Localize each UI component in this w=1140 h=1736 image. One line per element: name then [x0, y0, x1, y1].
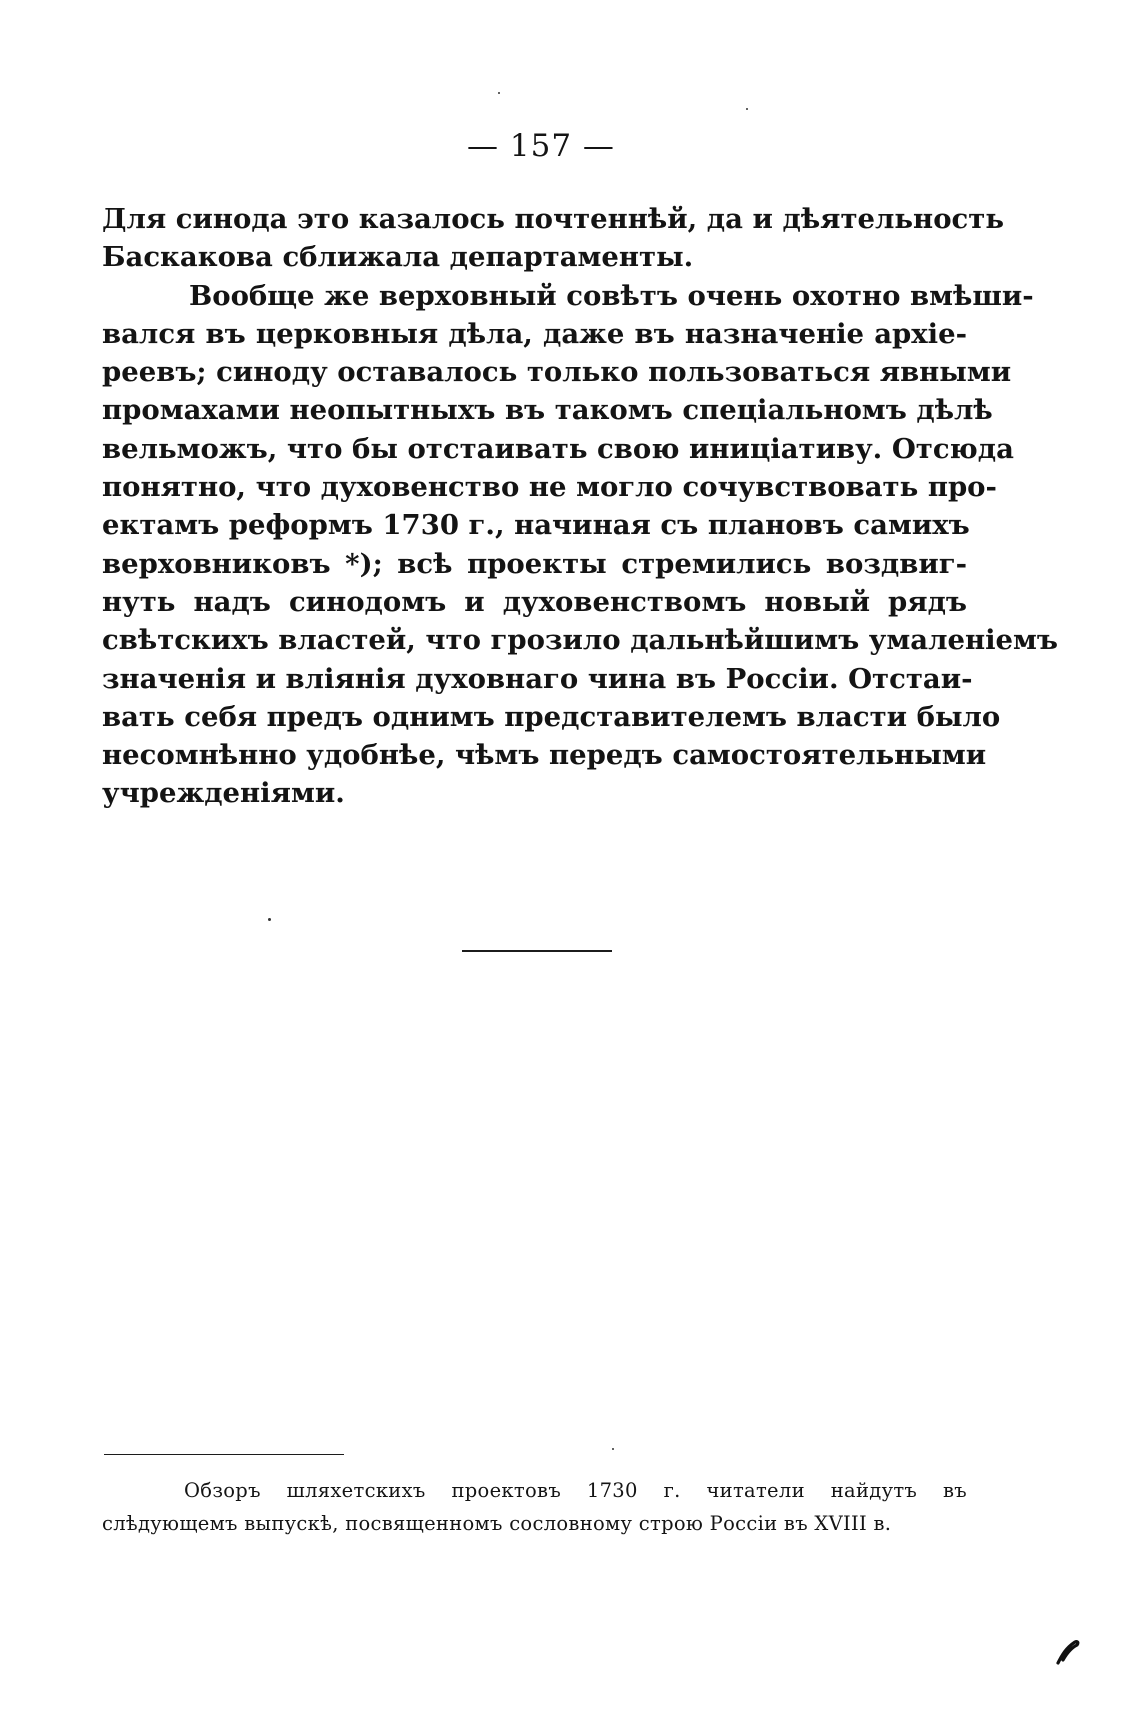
footnote-line: слѣдующемъ выпускѣ, посвященномъ сословному строю Россіи въ XVIII в. — [102, 1512, 892, 1535]
text-line: вать себя предъ однимъ представителемъ власти было — [102, 700, 1001, 733]
text-line: ектамъ реформъ 1730 г., начиная съ плановъ самихъ — [102, 509, 970, 542]
text-line: реевъ; синоду оставалось только пользоваться явными — [102, 356, 1012, 389]
paper-speck — [746, 108, 748, 110]
paper-speck — [268, 918, 271, 921]
text-line: вался въ церковныя дѣла, даже въ назначеніе архіе- — [102, 317, 967, 350]
paper-speck — [612, 1448, 614, 1450]
text-line: значенія и вліянія духовнаго чина въ Россіи. Отстаи- — [102, 662, 973, 695]
footnote-divider — [104, 1454, 344, 1455]
text-line: Баскакова сближала департаменты. — [102, 241, 694, 274]
paper-speck — [498, 92, 500, 94]
ink-mark-stroke — [1058, 1642, 1078, 1663]
text-line: понятно, что духовенство не могло сочувствовать про- — [102, 471, 997, 504]
body-text — [102, 200, 1059, 813]
footnote — [102, 1474, 967, 1540]
footnote-line: Обзоръ шляхетскихъ проектовъ 1730 г. читатели найдутъ въ — [184, 1479, 967, 1502]
page-number: — 157 — — [467, 128, 615, 164]
ink-mark — [1055, 1638, 1081, 1666]
text-line: свѣтскихъ властей, что грозило дальнѣйшимъ умаленіемъ — [102, 624, 1059, 657]
text-line: нуть надъ синодомъ и духовенствомъ новый рядъ — [102, 585, 967, 618]
section-divider — [462, 950, 612, 952]
text-line: вельможъ, что бы отстаивать свою иниціативу. Отсюда — [102, 432, 1014, 465]
text-line: Для синода это казалось почтеннѣй, да и дѣятельность — [102, 203, 1004, 235]
text-line: несомнѣнно удобнѣе, чѣмъ передъ самостоятельными — [102, 739, 987, 772]
text-line: учрежденіями. — [102, 777, 345, 810]
text-line: верховниковъ *); всѣ проекты стремились воздвиг- — [102, 547, 967, 580]
text-line: промахами неопытныхъ въ такомъ спеціальномъ дѣлѣ — [102, 394, 993, 427]
text-line: Вообще же верховный совѣтъ очень охотно вмѣши- — [189, 279, 1034, 312]
